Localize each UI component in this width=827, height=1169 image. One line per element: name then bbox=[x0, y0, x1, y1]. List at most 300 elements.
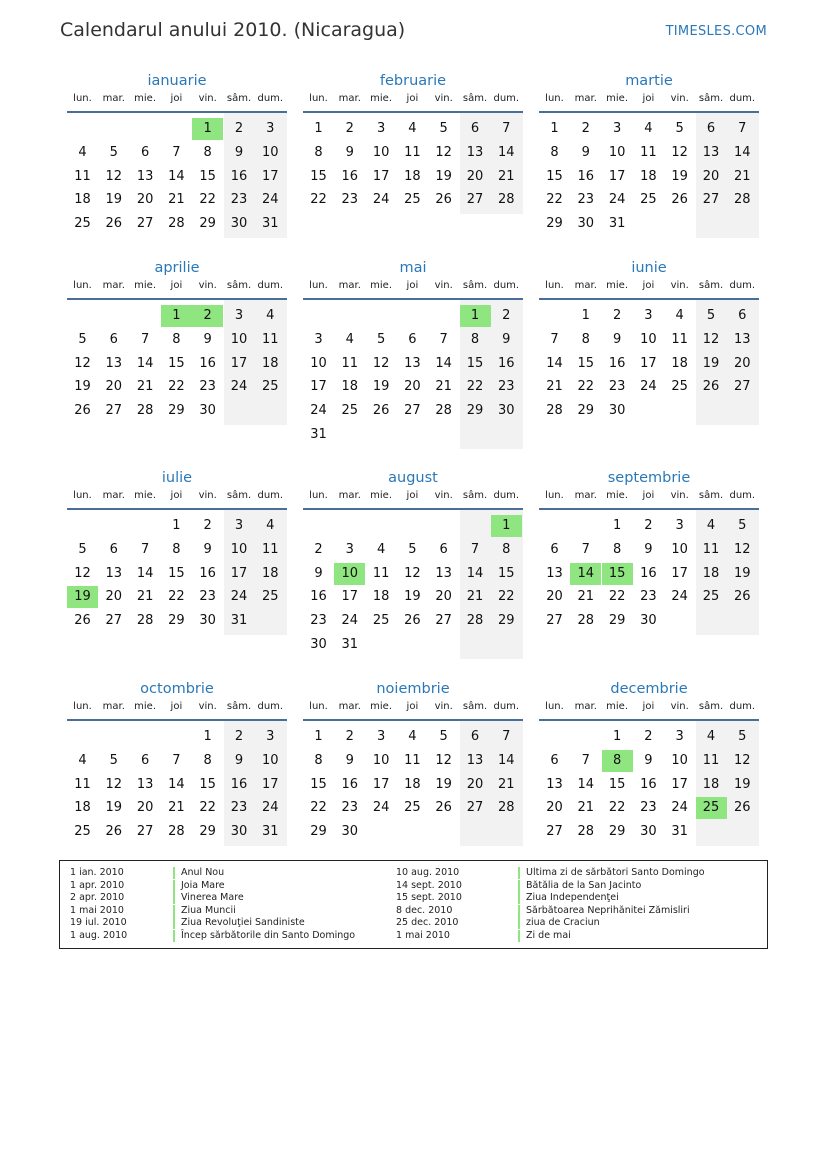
day-cell: 2 bbox=[314, 541, 323, 557]
day-cell: 21 bbox=[577, 589, 595, 605]
day-cell: 10 bbox=[640, 331, 657, 347]
day-cell: 11 bbox=[341, 355, 359, 371]
weekday-label: lun. bbox=[545, 490, 564, 501]
day-cell: 5 bbox=[738, 729, 747, 744]
weekday-label: lun. bbox=[73, 93, 92, 104]
day-cell: 5 bbox=[78, 331, 87, 347]
day-cell: 11 bbox=[640, 144, 657, 160]
weekday-label: vin. bbox=[670, 490, 689, 501]
day-cell: 30 bbox=[498, 403, 515, 419]
day-cell: 18 bbox=[702, 565, 720, 581]
day-cell: 3 bbox=[234, 308, 244, 323]
day-cell: 14 bbox=[498, 144, 515, 160]
day-cell: 12 bbox=[734, 541, 751, 557]
day-cell: 27 bbox=[702, 192, 720, 208]
day-cell: 14 bbox=[168, 168, 185, 184]
weekday-label: sâm. bbox=[462, 701, 488, 712]
day-cell: 28 bbox=[168, 216, 185, 232]
brand-link[interactable]: TIMESLES.COM bbox=[665, 24, 767, 39]
day-cell: 18 bbox=[404, 776, 421, 792]
day-cell: 29 bbox=[577, 403, 595, 419]
day-cell: 12 bbox=[74, 355, 91, 371]
day-cell: 3 bbox=[266, 121, 275, 136]
weekday-label: mie. bbox=[370, 93, 393, 104]
legend-date: 14 sept. 2010 bbox=[396, 879, 462, 891]
weekday-label: mie. bbox=[134, 93, 157, 104]
day-cell: 20 bbox=[702, 168, 720, 184]
day-cell: 30 bbox=[640, 613, 657, 629]
day-cell: 31 bbox=[310, 427, 327, 442]
day-cell: 25 bbox=[640, 192, 657, 208]
day-cell: 26 bbox=[734, 800, 751, 816]
weekday-label: dum. bbox=[257, 701, 284, 712]
weekday-label: dum. bbox=[257, 490, 284, 501]
day-cell: 14 bbox=[136, 565, 154, 581]
day-cell: 10 bbox=[608, 144, 626, 160]
day-cell: 8 bbox=[581, 331, 590, 347]
weekday-label: sâm. bbox=[226, 490, 252, 501]
day-cell: 20 bbox=[105, 589, 123, 605]
day-cell: 25 bbox=[262, 379, 279, 395]
day-cell: 7 bbox=[738, 121, 747, 136]
day-cell: 16 bbox=[608, 355, 626, 371]
weekday-label: sâm. bbox=[226, 93, 252, 104]
day-cell: 4 bbox=[644, 121, 653, 136]
day-cell: 9 bbox=[314, 565, 323, 581]
day-cell: 20 bbox=[136, 800, 154, 816]
day-cell: 15 bbox=[498, 565, 515, 581]
day-cell: 22 bbox=[168, 379, 185, 395]
day-cell: 14 bbox=[435, 355, 452, 371]
weekday-label: dum. bbox=[729, 280, 756, 291]
day-cell: 26 bbox=[74, 403, 91, 419]
day-cell: 12 bbox=[435, 144, 452, 160]
weekday-label: sâm. bbox=[698, 280, 724, 291]
holiday-day-cell: 14 bbox=[570, 563, 601, 585]
day-cell: 8 bbox=[314, 752, 323, 768]
weekday-label: sâm. bbox=[698, 490, 724, 501]
day-cell: 4 bbox=[706, 518, 716, 533]
holiday-legend bbox=[59, 860, 768, 949]
day-cell: 23 bbox=[199, 379, 216, 395]
day-cell: 11 bbox=[262, 541, 279, 557]
weekday-label: lun. bbox=[309, 490, 328, 501]
day-cell: 4 bbox=[408, 729, 417, 744]
legend-holiday-name: Ultima zi de sărbători Santo Domingo bbox=[518, 867, 705, 879]
day-cell: 23 bbox=[341, 800, 359, 816]
day-cell: 23 bbox=[640, 800, 657, 816]
day-cell: 7 bbox=[140, 331, 150, 347]
day-cell: 27 bbox=[136, 216, 154, 232]
day-cell: 26 bbox=[702, 379, 720, 395]
weekday-label: joi bbox=[170, 280, 183, 291]
day-cell: 2 bbox=[612, 308, 622, 323]
day-cell: 5 bbox=[109, 752, 118, 768]
weekday-label: mar. bbox=[574, 490, 597, 501]
day-cell: 5 bbox=[439, 729, 448, 744]
day-cell: 11 bbox=[671, 331, 688, 347]
day-cell: 6 bbox=[470, 121, 480, 136]
day-cell: 10 bbox=[230, 331, 248, 347]
day-cell: 9 bbox=[644, 541, 653, 557]
day-cell: 26 bbox=[435, 800, 452, 816]
day-cell: 24 bbox=[341, 613, 359, 629]
day-cell: 6 bbox=[550, 752, 559, 768]
day-cell: 28 bbox=[168, 824, 185, 840]
weekday-label: vin. bbox=[198, 280, 217, 291]
day-cell: 15 bbox=[310, 776, 327, 792]
day-cell: 13 bbox=[136, 168, 154, 184]
day-cell: 14 bbox=[498, 752, 515, 768]
day-cell: 11 bbox=[372, 565, 390, 581]
day-cell: 18 bbox=[640, 168, 657, 184]
weekday-label: joi bbox=[406, 490, 419, 501]
weekday-label: dum. bbox=[257, 93, 284, 104]
day-cell: 12 bbox=[435, 752, 452, 768]
day-cell: 8 bbox=[470, 331, 480, 347]
day-cell: 24 bbox=[671, 800, 688, 816]
day-cell: 14 bbox=[546, 355, 563, 371]
day-cell: 6 bbox=[109, 331, 118, 347]
day-cell: 26 bbox=[74, 613, 91, 629]
day-cell: 22 bbox=[608, 589, 626, 605]
day-cell: 28 bbox=[466, 613, 484, 629]
day-cell: 8 bbox=[203, 752, 212, 768]
day-cell: 31 bbox=[671, 824, 688, 840]
holiday-day-cell: 10 bbox=[334, 563, 365, 585]
weekday-label: mar. bbox=[102, 701, 125, 712]
legend-holiday-name: ziua de Craciun bbox=[518, 917, 600, 929]
day-cell: 21 bbox=[498, 776, 515, 792]
month-name: septembrie bbox=[607, 470, 691, 486]
legend-holiday-name: Ziua Independenţei bbox=[518, 892, 619, 904]
weekday-label: joi bbox=[642, 490, 655, 501]
day-cell: 28 bbox=[577, 613, 595, 629]
weekday-label: lun. bbox=[309, 280, 328, 291]
weekday-label: mar. bbox=[102, 93, 125, 104]
day-cell: 21 bbox=[466, 589, 484, 605]
day-cell: 31 bbox=[262, 824, 279, 840]
day-cell: 12 bbox=[372, 355, 390, 371]
day-cell: 22 bbox=[199, 800, 216, 816]
day-cell: 5 bbox=[408, 541, 417, 557]
day-cell: 8 bbox=[172, 331, 181, 347]
weekday-label: sâm. bbox=[462, 280, 488, 291]
weekday-label: vin. bbox=[434, 93, 453, 104]
day-cell: 27 bbox=[466, 192, 484, 208]
day-cell: 13 bbox=[105, 565, 123, 581]
day-cell: 3 bbox=[345, 541, 354, 557]
day-cell: 10 bbox=[262, 752, 279, 768]
day-cell: 29 bbox=[199, 216, 216, 232]
weekday-label: lun. bbox=[545, 280, 564, 291]
day-cell: 9 bbox=[502, 331, 511, 347]
day-cell: 19 bbox=[671, 168, 688, 184]
day-cell: 20 bbox=[734, 355, 751, 371]
month-name: mai bbox=[399, 260, 427, 276]
day-cell: 10 bbox=[671, 752, 688, 768]
day-cell: 6 bbox=[140, 144, 150, 160]
day-cell: 11 bbox=[74, 168, 91, 184]
weekday-label: vin. bbox=[670, 701, 689, 712]
day-cell: 1 bbox=[314, 121, 323, 136]
day-cell: 6 bbox=[140, 752, 150, 768]
day-cell: 26 bbox=[671, 192, 688, 208]
day-cell: 29 bbox=[310, 824, 327, 840]
day-cell: 25 bbox=[341, 403, 359, 419]
day-cell: 14 bbox=[168, 776, 185, 792]
day-cell: 16 bbox=[230, 776, 248, 792]
legend-date: 1 apr. 2010 bbox=[70, 879, 125, 891]
day-cell: 7 bbox=[172, 144, 181, 160]
day-cell: 12 bbox=[404, 565, 421, 581]
day-cell: 13 bbox=[466, 144, 484, 160]
month-name: august bbox=[388, 470, 438, 486]
day-cell: 4 bbox=[78, 144, 87, 160]
weekday-label: sâm. bbox=[226, 701, 252, 712]
day-cell: 18 bbox=[74, 800, 91, 816]
weekday-label: mie. bbox=[606, 490, 629, 501]
day-cell: 26 bbox=[404, 613, 421, 629]
day-cell: 28 bbox=[546, 403, 563, 419]
day-cell: 19 bbox=[435, 776, 452, 792]
day-cell: 4 bbox=[675, 308, 684, 323]
weekday-label: joi bbox=[406, 280, 419, 291]
day-cell: 28 bbox=[577, 824, 595, 840]
weekday-label: dum. bbox=[493, 490, 520, 501]
weekday-label: vin. bbox=[670, 93, 689, 104]
weekday-label: mie. bbox=[606, 280, 629, 291]
day-cell: 10 bbox=[372, 752, 390, 768]
day-cell: 16 bbox=[199, 565, 216, 581]
weekday-label: joi bbox=[642, 701, 655, 712]
day-cell: 4 bbox=[706, 729, 716, 744]
weekday-label: mie. bbox=[134, 280, 157, 291]
day-cell: 23 bbox=[199, 589, 216, 605]
day-cell: 9 bbox=[345, 752, 354, 768]
legend-holiday-name: Anul Nou bbox=[173, 867, 224, 879]
holiday-day-cell: 1 bbox=[491, 515, 522, 537]
day-cell: 12 bbox=[671, 144, 688, 160]
day-cell: 13 bbox=[466, 752, 484, 768]
day-cell: 9 bbox=[345, 144, 354, 160]
day-cell: 25 bbox=[74, 216, 91, 232]
day-cell: 31 bbox=[608, 216, 626, 232]
holiday-day-cell: 8 bbox=[602, 750, 633, 772]
legend-date: 15 sept. 2010 bbox=[396, 892, 462, 903]
weekday-label: mie. bbox=[606, 93, 629, 104]
day-cell: 2 bbox=[345, 729, 354, 744]
day-cell: 15 bbox=[577, 355, 595, 371]
weekday-label: mar. bbox=[574, 93, 597, 104]
day-cell: 6 bbox=[550, 541, 559, 557]
day-cell: 10 bbox=[372, 144, 390, 160]
legend-date: 10 aug. 2010 bbox=[396, 867, 460, 878]
day-cell: 12 bbox=[702, 331, 720, 347]
weekday-label: joi bbox=[642, 93, 655, 104]
day-cell: 11 bbox=[262, 331, 279, 347]
day-cell: 15 bbox=[310, 168, 327, 184]
legend-date: 2 apr. 2010 bbox=[70, 892, 125, 903]
weekday-label: mie. bbox=[134, 490, 157, 501]
day-cell: 4 bbox=[266, 308, 275, 323]
day-cell: 16 bbox=[341, 168, 359, 184]
day-cell: 2 bbox=[644, 518, 653, 533]
day-cell: 30 bbox=[199, 613, 216, 629]
holiday-day-cell: 15 bbox=[602, 563, 633, 585]
day-cell: 13 bbox=[546, 776, 563, 792]
month-name: octombrie bbox=[140, 681, 214, 697]
day-cell: 19 bbox=[435, 168, 452, 184]
day-cell: 11 bbox=[404, 144, 421, 160]
day-cell: 24 bbox=[262, 800, 279, 816]
weekday-label: joi bbox=[170, 93, 183, 104]
day-cell: 27 bbox=[136, 824, 154, 840]
day-cell: 7 bbox=[581, 752, 590, 768]
day-cell: 9 bbox=[581, 144, 590, 160]
weekday-label: dum. bbox=[493, 280, 520, 291]
day-cell: 7 bbox=[581, 541, 590, 557]
weekday-label: mie. bbox=[370, 280, 393, 291]
day-cell: 8 bbox=[612, 541, 622, 557]
month-name: martie bbox=[625, 73, 673, 89]
day-cell: 12 bbox=[105, 776, 123, 792]
day-cell: 24 bbox=[262, 192, 279, 208]
day-cell: 15 bbox=[608, 776, 626, 792]
day-cell: 20 bbox=[136, 192, 154, 208]
day-cell: 9 bbox=[234, 752, 244, 768]
weekday-label: mar. bbox=[102, 490, 125, 501]
day-cell: 13 bbox=[105, 355, 123, 371]
day-cell: 29 bbox=[608, 613, 626, 629]
day-cell: 13 bbox=[404, 355, 421, 371]
day-cell: 14 bbox=[734, 144, 751, 160]
legend-date: 1 aug. 2010 bbox=[70, 929, 128, 941]
weekday-label: joi bbox=[406, 701, 419, 712]
day-cell: 4 bbox=[376, 541, 386, 557]
day-cell: 20 bbox=[466, 168, 484, 184]
weekday-label: mar. bbox=[102, 280, 125, 291]
month-name: iulie bbox=[161, 470, 193, 486]
weekday-label: vin. bbox=[670, 280, 689, 291]
day-cell: 4 bbox=[78, 752, 87, 768]
month-name: ianuarie bbox=[147, 73, 207, 89]
day-cell: 29 bbox=[546, 216, 563, 232]
day-cell: 5 bbox=[376, 331, 386, 347]
day-cell: 12 bbox=[74, 565, 91, 581]
day-cell: 30 bbox=[230, 824, 248, 840]
day-cell: 22 bbox=[199, 192, 216, 208]
weekday-label: dum. bbox=[493, 701, 520, 712]
day-cell: 19 bbox=[105, 800, 123, 816]
day-cell: 6 bbox=[470, 729, 480, 744]
day-cell: 19 bbox=[734, 776, 751, 792]
day-cell: 24 bbox=[608, 192, 626, 208]
day-cell: 28 bbox=[734, 192, 751, 208]
day-cell: 29 bbox=[466, 403, 484, 419]
day-cell: 15 bbox=[168, 565, 185, 581]
day-cell: 29 bbox=[199, 824, 216, 840]
day-cell: 26 bbox=[105, 824, 123, 840]
weekday-label: mie. bbox=[134, 701, 157, 712]
day-cell: 3 bbox=[675, 729, 684, 744]
day-cell: 23 bbox=[341, 192, 359, 208]
day-cell: 13 bbox=[435, 565, 452, 581]
day-cell: 30 bbox=[341, 824, 359, 840]
day-cell: 19 bbox=[404, 589, 421, 605]
day-cell: 28 bbox=[136, 613, 154, 629]
day-cell: 1 bbox=[612, 729, 622, 744]
weekday-label: sâm. bbox=[462, 490, 488, 501]
day-cell: 16 bbox=[199, 355, 216, 371]
day-cell: 5 bbox=[675, 121, 684, 136]
day-cell: 7 bbox=[172, 752, 181, 768]
day-cell: 17 bbox=[671, 776, 688, 792]
day-cell: 3 bbox=[266, 729, 275, 744]
day-cell: 23 bbox=[608, 379, 626, 395]
day-cell: 8 bbox=[502, 541, 511, 557]
weekday-label: lun. bbox=[73, 280, 92, 291]
holiday-day-cell: 19 bbox=[67, 586, 98, 608]
day-cell: 14 bbox=[466, 565, 484, 581]
day-cell: 4 bbox=[408, 121, 417, 136]
month-name: noiembrie bbox=[376, 681, 450, 697]
day-cell: 18 bbox=[262, 565, 279, 581]
day-cell: 21 bbox=[546, 379, 563, 395]
day-cell: 3 bbox=[644, 308, 653, 323]
holiday-day-cell: 25 bbox=[696, 797, 727, 819]
day-cell: 20 bbox=[466, 776, 484, 792]
day-cell: 24 bbox=[310, 403, 327, 419]
day-cell: 13 bbox=[546, 565, 563, 581]
weekday-label: lun. bbox=[545, 93, 564, 104]
day-cell: 25 bbox=[372, 613, 390, 629]
day-cell: 24 bbox=[230, 379, 248, 395]
day-cell: 24 bbox=[372, 800, 390, 816]
day-cell: 18 bbox=[262, 355, 279, 371]
day-cell: 27 bbox=[546, 824, 563, 840]
day-cell: 21 bbox=[498, 168, 515, 184]
day-cell: 28 bbox=[136, 403, 154, 419]
legend-holiday-name: Ziua Muncii bbox=[173, 905, 236, 917]
day-cell: 3 bbox=[234, 518, 244, 533]
weekday-label: lun. bbox=[309, 701, 328, 712]
day-cell: 22 bbox=[310, 800, 327, 816]
day-cell: 23 bbox=[640, 589, 657, 605]
weekday-label: lun. bbox=[73, 701, 92, 712]
day-cell: 18 bbox=[341, 379, 359, 395]
day-cell: 30 bbox=[310, 637, 327, 652]
day-cell: 31 bbox=[262, 216, 279, 232]
day-cell: 26 bbox=[372, 403, 390, 419]
day-cell: 17 bbox=[372, 776, 390, 792]
weekday-label: mie. bbox=[606, 701, 629, 712]
day-cell: 30 bbox=[199, 403, 216, 419]
day-cell: 23 bbox=[230, 192, 248, 208]
day-cell: 22 bbox=[498, 589, 515, 605]
day-cell: 17 bbox=[262, 776, 279, 792]
weekday-label: lun. bbox=[545, 701, 564, 712]
weekday-label: dum. bbox=[729, 701, 756, 712]
day-cell: 9 bbox=[612, 331, 622, 347]
weekday-label: dum. bbox=[493, 93, 520, 104]
day-cell: 17 bbox=[262, 168, 279, 184]
day-cell: 25 bbox=[702, 589, 720, 605]
legend-date: 1 mai 2010 bbox=[70, 904, 124, 916]
day-cell: 28 bbox=[498, 800, 515, 816]
weekday-label: joi bbox=[406, 93, 419, 104]
day-cell: 6 bbox=[706, 121, 716, 136]
